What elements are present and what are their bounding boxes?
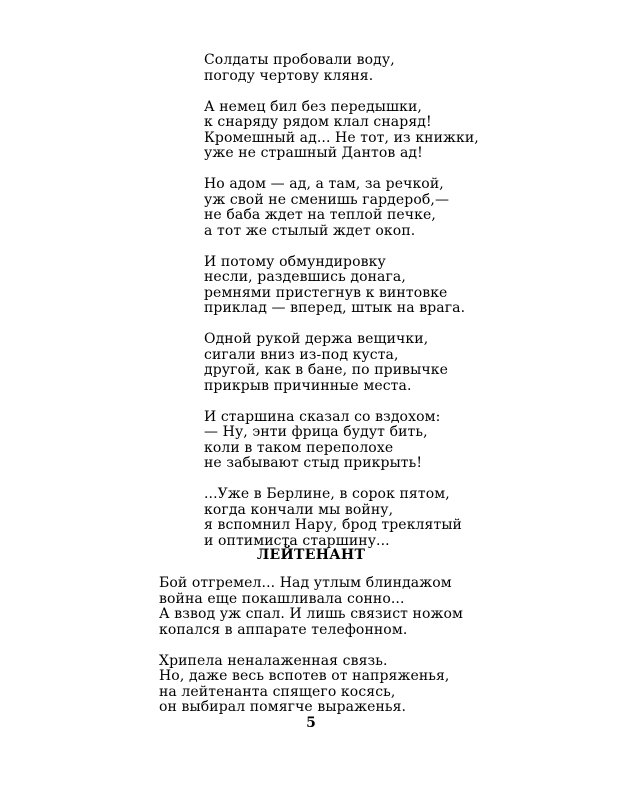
poem-line: приклад — вперед, штык на врага. — [204, 300, 466, 316]
poem-line: Кромешный ад... Не тот, из книжки, — [204, 129, 479, 146]
poem-line: и оптимиста старшину... — [204, 532, 390, 549]
poem-line: И потому обмундировку — [204, 253, 386, 270]
stanza-2 — [204, 100, 504, 162]
poem-line: ...Уже в Берлине, в сорок пятом, — [204, 486, 450, 502]
poem-line: Но, даже весь вспотев от напряженья, — [159, 668, 450, 684]
poem-line: погоду чертову кляня. — [204, 67, 374, 84]
stanza-2 — [159, 654, 499, 716]
poem-title: ЛЕЙТЕНАНТ — [256, 547, 366, 563]
poem-line: уже не страшный Дантов ад! — [204, 145, 423, 161]
poem-line: не забывают стыд прикрыть! — [204, 455, 423, 471]
poem-line: И старшина сказал со вздохом: — [204, 408, 441, 425]
poem-line: он выбирал помягче выраженья. — [159, 699, 407, 715]
poem-line: война еще покашливала сонно... — [159, 590, 405, 607]
stanza-4 — [204, 255, 504, 317]
poem-line: прикрыв причинные места. — [204, 377, 412, 394]
poem-line: сигали вниз из-под куста, — [204, 346, 399, 363]
stanza-6 — [204, 410, 504, 472]
poem-line: коли в таком переполохе — [204, 439, 394, 456]
poem-line: ремнями пристегнув к винтовке — [204, 284, 448, 301]
stanza-1 — [204, 53, 504, 84]
stanza-5 — [204, 332, 504, 394]
poem-line: а тот же стылый ждет окоп. — [204, 222, 416, 239]
poem-line: я вспомнил Нару, брод треклятый — [204, 517, 462, 533]
poem-line: Одной рукой держа вещички, — [204, 331, 429, 347]
poem-line: копался в аппарате телефонном. — [159, 621, 408, 638]
poem-line: Но адом — ад, а там, за речкой, — [204, 176, 444, 192]
poem-line: когда кончали мы войну, — [204, 501, 394, 518]
poem-line: к снаряду рядом клал снаряд! — [204, 114, 432, 130]
poem-line: другой, как в бане, по привычке — [204, 362, 448, 378]
poem-continuation — [204, 53, 504, 549]
poem-line: Хрипела неналаженная связь. — [159, 652, 388, 669]
poem-lieutenant — [159, 576, 499, 716]
poem-line: А немец бил без передышки, — [204, 98, 422, 115]
stanza-3 — [204, 177, 504, 239]
page-number: 5 — [306, 715, 316, 731]
poem-line: А взвод уж спал. И лишь связист ножом — [159, 606, 464, 622]
poem-line: на лейтенанта спящего косясь, — [159, 683, 396, 700]
poem-line: несли, раздевшись донага, — [204, 269, 406, 285]
stanza-1 — [159, 576, 499, 638]
poem-line: Бой отгремел... Над утлым блиндажом — [159, 575, 452, 591]
poem-line: уж свой не сменишь гардероб,— — [204, 191, 450, 208]
poem-line: — Ну, энти фрица будут бить, — [204, 424, 428, 440]
poem-line: не баба ждет на теплой печке, — [204, 207, 436, 223]
poem-line: Солдаты пробовали воду, — [204, 52, 395, 68]
stanza-7 — [204, 487, 504, 549]
